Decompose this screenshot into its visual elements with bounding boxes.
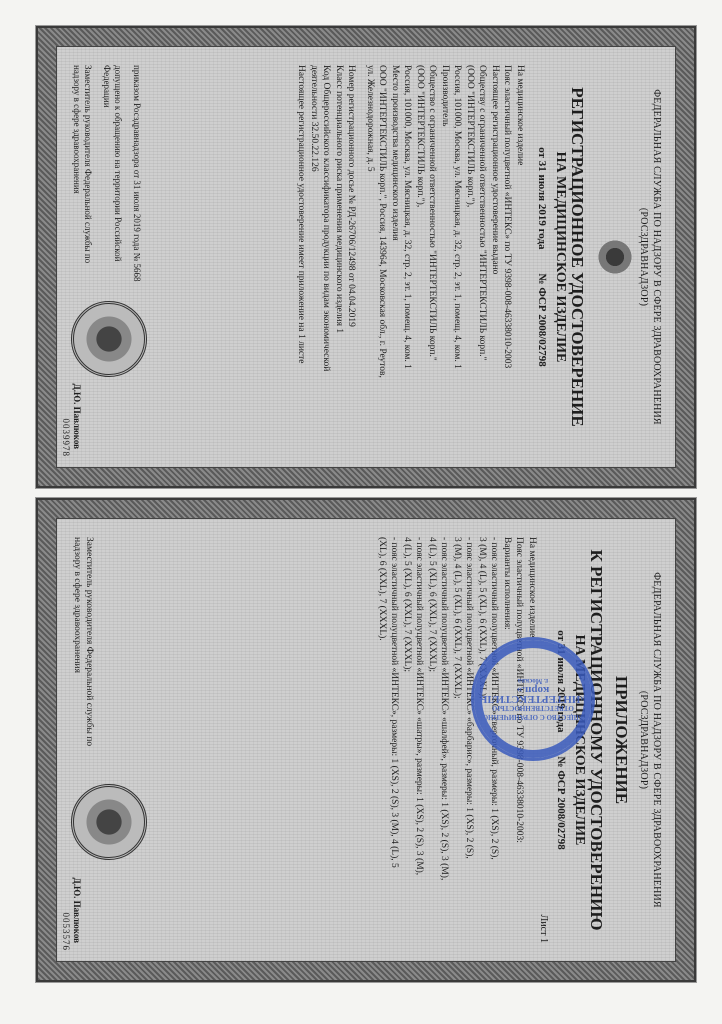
certificate-line: На медицинское изделие <box>515 65 525 166</box>
appendix-signature-block <box>71 537 147 943</box>
appendix-line: - пояс эластичный полуцветной «ИНТЕКС», размеры: 1 (XS), 2 (S), 3 (M), 4 (L), 5 <box>389 537 400 868</box>
appendix-content <box>57 519 675 961</box>
certificate-title: РЕГИСТРАЦИОННОЕ УДОСТОВЕРЕНИЕ <box>568 87 587 427</box>
appendix-agency-short: (РОСЗДРАВНАДЗОР) <box>638 690 649 790</box>
certificate-line: (ООО "ИНТЕРТЕКСТИЛЬ корп."), <box>415 65 425 208</box>
certificate-line: Класс потенциального риска применения медицинского изделия 1 <box>334 65 344 334</box>
appendix-agency: ФЕДЕРАЛЬНАЯ СЛУЖБА ПО НАДЗОРУ В СФЕРЕ ЗДРАВООХРАНЕНИЯ <box>651 572 662 908</box>
official-seal-icon <box>71 784 147 860</box>
appendix-signer-name: Д.Ю. Павлюков <box>72 877 82 943</box>
appendix-line: (XL), 6 (XXL), 7 (XXXL). <box>377 537 387 641</box>
certificate-line: Пояс эластичный полуцветной «ИНТЕКС» по ТУ 9398-008-46338010-2003 <box>502 65 513 369</box>
certificate-line: Место производства медицинского изделия <box>390 65 400 241</box>
appendix-sheet <box>36 498 696 982</box>
certificate-body <box>295 65 526 449</box>
certificate-dateline <box>536 65 548 449</box>
appendix-sheet-number: Лист 1 <box>538 914 549 943</box>
appendix-line: 3 (M), 4 (L), 5 (XL), 6 (XXL), 7 (XXXL); <box>477 537 487 699</box>
certificate-agency: ФЕДЕРАЛЬНАЯ СЛУЖБА ПО НАДЗОРУ В СФЕРЕ ЗДРАВООХРАНЕНИЯ <box>651 89 662 425</box>
official-seal-icon <box>71 301 147 377</box>
certificate-line: Настоящее регистрационное удостоверение имеет приложение на 1 листе <box>296 65 307 364</box>
registration-certificate-sheet <box>36 26 696 488</box>
certificate-line: Настоящее регистрационное удостоверение выдано <box>490 65 500 275</box>
certificate-signer-name: Д.Ю. Павлюков <box>72 383 82 449</box>
certificate-order-2: допущено к обращению на территории Российской Федерации <box>102 65 123 262</box>
certificate-signature-block <box>71 65 150 449</box>
certificate-signer-title: Заместитель руководителя Федеральной службы по надзору в сфере здравоохранения <box>72 65 93 264</box>
appendix-title-1: ПРИЛОЖЕНИЕ <box>612 675 631 805</box>
appendix-date: от 31 июля 2019 года <box>555 630 567 733</box>
appendix-signer-title: Заместитель руководителя Федеральной службы по надзору в сфере здравоохранения <box>72 537 94 747</box>
certificate-line: Производитель <box>440 65 450 127</box>
certificate-line: ООО "ИНТЕРТЕКСТИЛЬ корп.", Россия, 143964, Московская обл., г. Реутов, <box>377 65 388 378</box>
appendix-title-2: К РЕГИСТРАЦИОННОМУ УДОСТОВЕРЕНИЮ <box>587 549 606 931</box>
certificate-blank-number: 0039978 <box>61 418 71 457</box>
certificate-order: приказом Росздравнадзора от 31 июля 2019 года № 5668 <box>132 65 142 282</box>
certificate-date: от 31 июля 2019 года <box>536 147 548 250</box>
appendix-line: - пояс эластичный полуцветной «ИНТЕКС» «шатры», размеры: 1 (XS), 2 (S), 3 (M), <box>414 537 425 876</box>
certificate-content <box>57 47 675 467</box>
appendix-subtitle: НА МЕДИЦИНСКОЕ ИЗДЕЛИЕ <box>572 634 587 846</box>
appendix-line: 4 (L), 5 (XL), 6 (XXL), 7 (XXXL); <box>427 537 437 673</box>
certificate-line: ул. Железнодорожная, д. 5 <box>365 65 375 172</box>
certificate-subtitle: НА МЕДИЦИНСКОЕ ИЗДЕЛИЕ <box>553 151 568 363</box>
appendix-blank-number: 0053576 <box>61 912 71 951</box>
appendix-line: 4 (L), 5 (XL), 6 (XXL), 7 (XXXL); <box>402 537 412 673</box>
certificate-number: № ФСР 2008/02798 <box>536 273 548 367</box>
appendix-line: - пояс эластичный полуцветной «ИНТЕКС» «барбарис», размеры: 1 (XS), 2 (S), <box>464 537 475 859</box>
certificate-line: Россия, 101000, Москва, ул. Мясницкая, д. 32, стр. 2, эт. 1, помещ. 4, ком. 1 <box>402 65 413 369</box>
appendix-line: - пояс эластичный полуцветной «ИНТЕКС» «шалфей», размеры: 1 (XS), 2 (S), 3 (M), <box>439 537 450 881</box>
certificate-line: Россия, 101000, Москва, ул. Мясницкая, д. 32, стр. 2, эт. 1, помещ. 4, ком. 1 <box>452 65 463 369</box>
appendix-frame <box>56 518 676 962</box>
stamp-center-text: «ИНТЕРТЕКСТИЛЬ корп.» <box>480 684 586 706</box>
certificate-line: деятельности 32.50.22.126 <box>309 65 319 172</box>
certificate-frame <box>56 46 676 468</box>
appendix-line: Пояс эластичный полуцветной «ИНТЕКС» по ТУ 9398-008-46338010-2003: <box>514 537 525 843</box>
certificate-order-block <box>71 65 150 295</box>
appendix-number: № ФСР 2008/02798 <box>555 756 567 850</box>
stamp-ring-text: ОБЩЕСТВО С ОГРАНИЧЕННОЙ ОТВЕТСТВЕННОСТЬЮ <box>477 704 589 722</box>
certificate-line: Общество с ограниченной ответственностью "ИНТЕРТЕКСТИЛЬ корп." <box>427 65 438 361</box>
appendix-line: - пояс эластичный полуцветной «ИНТЕКС» сверточный, размеры: 1 (XS), 2 (S), <box>489 537 500 860</box>
certificate-line: Обществу с ограниченной ответственностью "ИНТЕРТЕКСТИЛЬ корп." <box>477 65 488 361</box>
company-stamp-icon <box>471 637 595 761</box>
coat-of-arms-icon <box>593 237 633 277</box>
certificate-line: Код Общероссийского классификатора продукции по видам экономической <box>321 65 332 372</box>
certificate-agency-short: (РОСЗДРАВНАДЗОР) <box>638 207 649 307</box>
certificate-line: (ООО "ИНТЕРТЕКСТИЛЬ корп."), <box>465 65 475 208</box>
certificate-line: Номер регистрационного досье № РД-26706/12498 от 04.04.2019 <box>346 65 357 327</box>
stamp-city-text: г. Москва <box>517 677 549 686</box>
appendix-line: Варианты исполнения: <box>502 537 512 630</box>
appendix-line: 3 (M), 4 (L), 5 (XL), 6 (XXL), 7 (XXXL); <box>452 537 462 699</box>
appendix-line: На медицинское изделие <box>527 537 537 638</box>
